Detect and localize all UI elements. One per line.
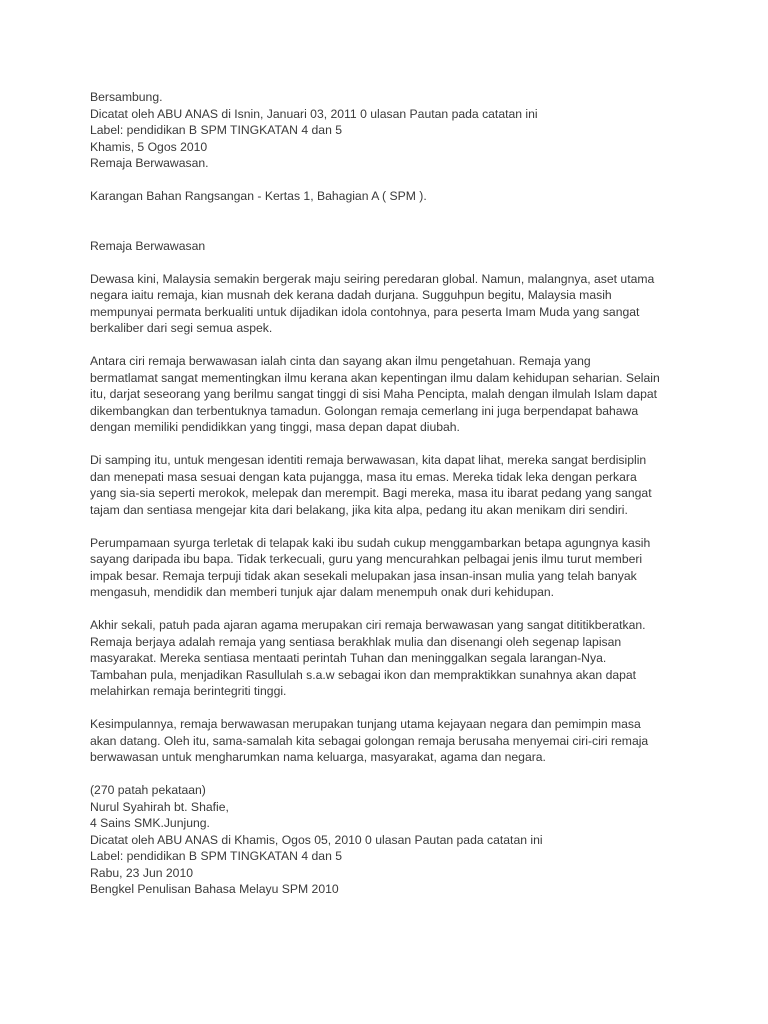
paragraph-line: Tambahan pula, menjadikan Rasullulah s.a.w sebagai ikon dan mempraktikkan sunahnya akan dapat xyxy=(90,667,637,682)
paragraph-line: bermatlamat sangat mementingkan ilmu kerana akan kepentingan ilmu dalam kehidupan seharian. Selain xyxy=(90,370,660,385)
paragraph-line: yang sia-sia seperti merokok, melepak dan merempit. Bagi mereka, masa itu ibarat pedang yang sangat xyxy=(90,486,652,500)
continued-text: Bersambung. xyxy=(90,90,163,104)
post-label: Label: pendidikan B SPM TINGKATAN 4 dan 5 xyxy=(90,849,343,863)
paragraph-line: sayang daripada ibu bapa. Tidak terkecuali, guru yang mencurahkan pelbagai jenis ilmu turut memberi xyxy=(90,552,643,566)
paragraph-line: masyarakat. Mereka sentiasa mentaati perintah Tuhan dan meninggalkan segala larangan-Nya. xyxy=(90,651,607,665)
essay-paragraph-4 xyxy=(90,535,690,601)
paragraph-line: dan menepati masa sesuai dengan kata pujangga, masa itu emas. Mereka tidak leka dengan perkara xyxy=(90,469,637,484)
paragraph-line: berwawasan untuk mengharumkan nama keluarga, masyarakat, agama dan negara. xyxy=(90,750,546,764)
post-footer xyxy=(90,782,690,898)
paragraph-line: Di samping itu, untuk mengesan identiti remaja berwawasan, kita dapat lihat, mereka sangat berdisiplin xyxy=(90,453,647,467)
document-page xyxy=(90,89,690,898)
paragraph-line: mempunyai permata berkualiti untuk dijadikan idola contohnya, para peserta Imam Muda yang sangat xyxy=(90,304,640,319)
essay-paragraph-3 xyxy=(90,452,690,518)
essay-subtitle: Karangan Bahan Rangsangan - Kertas 1, Bahagian A ( SPM ). xyxy=(90,189,427,203)
paragraph-line: tajam dan sentiasa mengejar kita dari belakang, jika kita alpa, pedang itu akan menikam diri sendiri. xyxy=(90,502,628,517)
word-count: (270 patah pekataan) xyxy=(90,783,206,797)
paragraph-line: mengasuh, mendidik dan memberi tunjuk ajar dalam menempuh onak duri kehidupan. xyxy=(90,585,555,599)
paragraph-line: dikembangkan dan terbentuknya tamadun. Golongan remaja cemerlang ini juga berpendapat bahawa xyxy=(90,403,639,418)
essay-paragraph-1 xyxy=(90,271,690,337)
post-header xyxy=(90,89,690,172)
essay-paragraph-5 xyxy=(90,617,690,700)
post-meta: Dicatat oleh ABU ANAS di Khamis, Ogos 05, 2010 0 ulasan Pautan pada catatan ini xyxy=(90,832,543,847)
essay-title: Remaja Berwawasan xyxy=(90,238,206,253)
post-title: Remaja Berwawasan. xyxy=(90,156,209,170)
post-label: Label: pendidikan B SPM TINGKATAN 4 dan 5 xyxy=(90,123,343,137)
paragraph-line: itu, darjat seseorang yang berilmu sangat tinggi di sisi Maha Pencipta, malah dengan ilmulah Islam dapat xyxy=(90,387,658,401)
paragraph-line: Antara ciri remaja berwawasan ialah cinta dan sayang akan ilmu pengetahuan. Remaja yang xyxy=(90,354,591,368)
paragraph-line: Akhir sekali, patuh pada ajaran agama merupakan ciri remaja berwawasan yang sangat dititikberatkan. xyxy=(90,618,646,632)
paragraph-line: impak besar. Remaja terpuji tidak akan sesekali melupakan jasa insan-insan mulia yang telah banyak xyxy=(90,568,637,583)
paragraph-line: negara iaitu remaja, kian musnah dek kerana dadah durjana. Sugguhpun begitu, Malaysia masih xyxy=(90,288,612,302)
author-class: 4 Sains SMK.Junjung. xyxy=(90,816,210,830)
essay-paragraph-6 xyxy=(90,716,690,766)
paragraph-line: Kesimpulannya, remaja berwawasan merupakan tunjang utama kejayaan negara dan pemimpin masa xyxy=(90,717,641,731)
paragraph-line: Perumpamaan syurga terletak di telapak kaki ibu sudah cukup menggambarkan betapa agungnya kasih xyxy=(90,535,651,550)
paragraph-line: akan datang. Oleh itu, sama-samalah kita sebagai golongan remaja berusaha menyemai ciri-ciri remaja xyxy=(90,733,649,748)
paragraph-line: dengan memiliki pendidikkan yang tinggi, masa depan dapat diubah. xyxy=(90,420,460,434)
post-date: Rabu, 23 Jun 2010 xyxy=(90,865,193,880)
paragraph-line: melahirkan remaja berintegriti tinggi. xyxy=(90,684,287,698)
post-date: Khamis, 5 Ogos 2010 xyxy=(90,139,208,154)
post-title: Bengkel Penulisan Bahasa Melayu SPM 2010 xyxy=(90,882,339,896)
paragraph-line: berkaliber dari segi semua aspek. xyxy=(90,321,273,335)
essay-paragraph-2 xyxy=(90,353,690,436)
paragraph-line: Dewasa kini, Malaysia semakin bergerak maju seiring peredaran global. Namun, malangnya, aset utama xyxy=(90,271,655,286)
post-meta: Dicatat oleh ABU ANAS di Isnin, Januari 03, 2011 0 ulasan Pautan pada catatan ini xyxy=(90,106,538,121)
paragraph-line: Remaja berjaya adalah remaja yang sentiasa berakhlak mulia dan disenangi oleh segenap lapisan xyxy=(90,634,622,649)
author-name: Nurul Syahirah bt. Shafie, xyxy=(90,799,229,814)
